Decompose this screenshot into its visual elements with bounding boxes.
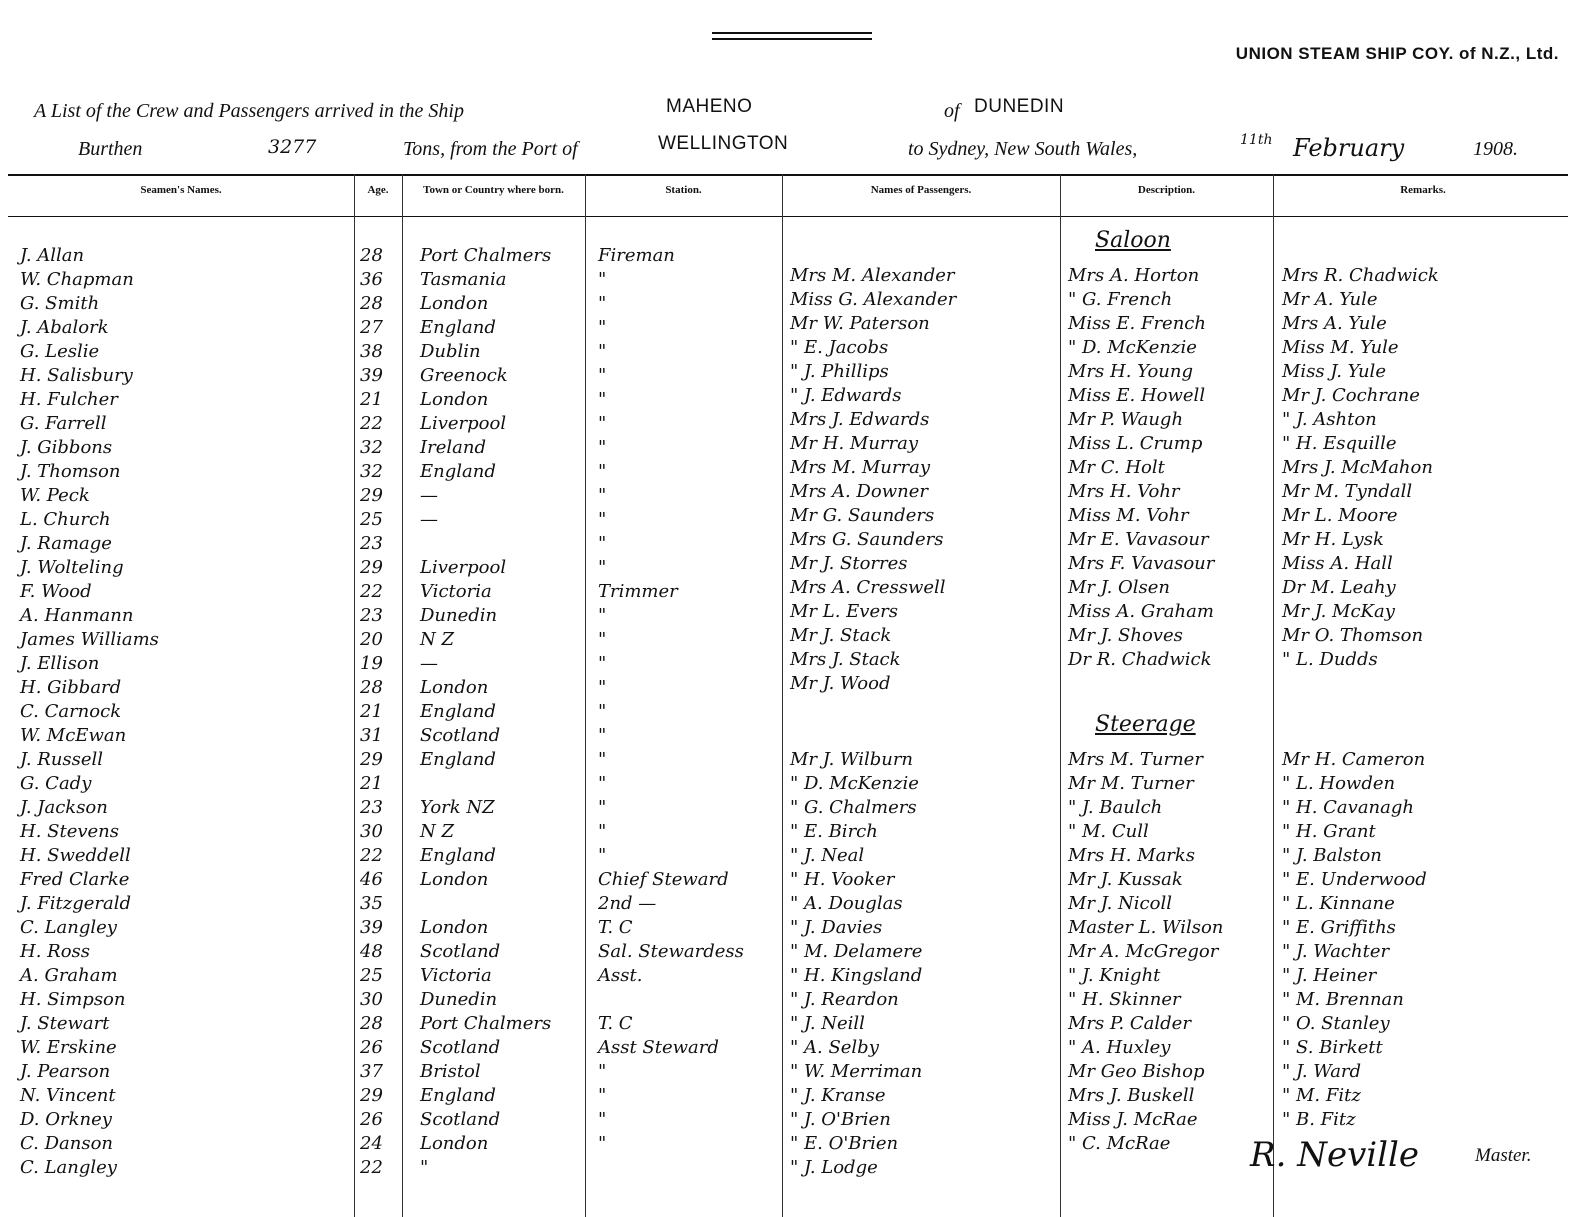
crew-birthplace: Ireland [420,437,486,458]
crew-name: J. Allan [20,245,85,266]
crew-age: 21 [360,389,383,410]
crew-name: D. Orkney [20,1109,112,1130]
top-double-rule [712,32,872,34]
passenger-name-description-col: " G. French [1068,289,1173,310]
crew-birthplace: England [420,461,496,482]
crew-age: 29 [360,1085,383,1106]
destination: to Sydney, New South Wales, [908,138,1138,160]
crew-birthplace: Scotland [420,725,501,746]
ship-name: MAHENO [666,96,753,117]
crew-birthplace: Liverpool [420,413,507,434]
crew-name: H. Sweddell [20,845,131,866]
col-header-remarks: Remarks. [1400,184,1446,196]
crew-age: 21 [360,701,383,722]
crew-name: F. Wood [20,581,92,602]
crew-name: H. Simpson [20,989,126,1010]
passenger-name-remarks-col: " J. Balston [1282,845,1382,866]
tons-label: Tons, from the Port of [403,138,578,160]
crew-age: 32 [360,461,383,482]
crew-station: Asst. [598,965,643,986]
crew-birthplace: Liverpool [420,557,507,578]
passenger-name-description-col: Mrs P. Calder [1068,1013,1191,1034]
crew-birthplace: Scotland [420,1037,501,1058]
crew-age: 28 [360,677,383,698]
crew-station: T. C [598,1013,633,1034]
day: 11th [1240,132,1273,148]
crew-age: 46 [360,869,383,890]
passenger-name: " M. Delamere [790,941,923,962]
crew-birthplace: Victoria [420,581,492,602]
passenger-name-description-col: Mrs H. Young [1068,361,1193,382]
col-header-age: Age. [367,184,389,196]
passenger-name-remarks-col: " M. Brennan [1282,989,1404,1010]
passenger-name-description-col: Miss M. Vohr [1068,505,1189,526]
crew-age: 23 [360,605,383,626]
passenger-name: Mr J. Stack [790,625,892,646]
crew-age: 22 [360,845,383,866]
crew-name: J. Pearson [20,1061,111,1082]
passenger-name-remarks-col: " B. Fitz [1282,1109,1356,1130]
crew-age: 28 [360,1013,383,1034]
passenger-name: Mrs J. Edwards [790,409,930,430]
crew-age: 29 [360,557,383,578]
passenger-name-description-col: Mrs A. Horton [1068,265,1200,286]
passenger-name: Mrs A. Cresswell [790,577,946,598]
passenger-name-remarks-col: Miss A. Hall [1282,553,1393,574]
passenger-name-description-col: Mrs M. Turner [1068,749,1203,770]
passenger-name-description-col: " J. Knight [1068,965,1161,986]
master-signature: R. Neville [1250,1135,1420,1175]
crew-age: 26 [360,1037,383,1058]
passenger-name: " G. Chalmers [790,797,917,818]
crew-birthplace: London [420,917,489,938]
passenger-name-remarks-col: " O. Stanley [1282,1013,1390,1034]
crew-birthplace: England [420,1085,496,1106]
crew-name: J. Gibbons [20,437,113,458]
crew-station: " [598,461,607,482]
crew-age: 35 [360,893,383,914]
passenger-name: Mrs A. Downer [790,481,928,502]
passenger-name-remarks-col: " L. Dudds [1282,649,1378,670]
crew-station: " [598,485,607,506]
top-double-rule-2 [712,38,872,40]
passenger-name-description-col: " J. Baulch [1068,797,1163,818]
crew-age: 24 [360,1133,383,1154]
passenger-name-description-col: Mrs J. Buskell [1068,1085,1195,1106]
passenger-name-description-col: Mr M. Turner [1068,773,1194,794]
passenger-name-description-col: Miss A. Graham [1068,601,1214,622]
crew-station: " [598,629,607,650]
passenger-name-remarks-col: " J. Heiner [1282,965,1377,986]
crew-birthplace: Greenock [420,365,508,386]
passenger-name: " W. Merriman [790,1061,923,1082]
crew-age: 19 [360,653,383,674]
crew-birthplace: " [420,1157,429,1178]
crew-name: H. Gibbard [20,677,122,698]
passenger-name: " D. McKenzie [790,773,919,794]
table-top-rule [8,174,1568,176]
passenger-name: Mr G. Saunders [790,505,935,526]
col-header-station: Station. [665,184,702,196]
passenger-name-remarks-col: Mrs A. Yule [1282,313,1387,334]
crew-age: 20 [360,629,383,650]
crew-name: L. Church [20,509,111,530]
crew-name: J. Ellison [20,653,100,674]
home-port: DUNEDIN [974,96,1065,117]
crew-name: W. McEwan [20,725,127,746]
passenger-name-remarks-col: Mr H. Cameron [1282,749,1426,770]
passenger-name-remarks-col: Mr L. Moore [1282,505,1398,526]
month: February [1293,134,1405,162]
passenger-name-description-col: " A. Huxley [1068,1037,1171,1058]
passenger-name-description-col: Mrs H. Marks [1068,845,1196,866]
crew-station: Sal. Stewardess [598,941,744,962]
from-port: WELLINGTON [658,133,789,154]
crew-station: " [598,269,607,290]
crew-name: J. Ramage [20,533,112,554]
crew-birthplace: — [420,485,438,506]
passenger-name-description-col: Mr P. Waugh [1068,409,1184,430]
passenger-name-description-col: Miss J. McRae [1068,1109,1198,1130]
col-divider-remarks [1273,174,1274,1217]
passenger-name: " A. Selby [790,1037,879,1058]
crew-birthplace: Port Chalmers [420,245,552,266]
saloon-heading: Saloon [1095,228,1171,253]
passenger-name: " J. O'Brien [790,1109,891,1130]
crew-birthplace: Dunedin [420,989,498,1010]
col-divider-age [354,174,355,1217]
passenger-name-remarks-col: " M. Fitz [1282,1085,1361,1106]
crew-station: " [598,677,607,698]
passenger-name-description-col: Dr R. Chadwick [1068,649,1212,670]
crew-name: C. Langley [20,917,117,938]
crew-station: " [598,773,607,794]
crew-name: Fred Clarke [20,869,130,890]
passenger-name: " H. Vooker [790,869,895,890]
passenger-name-description-col: " C. McRae [1068,1133,1171,1154]
col-header-seamen: Seamen's Names. [140,184,222,196]
crew-birthplace: Bristol [420,1061,481,1082]
crew-station: " [598,1061,607,1082]
passenger-name-description-col: Mr J. Olsen [1068,577,1171,598]
col-header-born: Town or Country where born. [423,184,564,196]
column-header-rule [8,216,1568,217]
passenger-name: Mr W. Paterson [790,313,930,334]
crew-birthplace: England [420,845,496,866]
burthen-label: Burthen [78,138,143,160]
passenger-name: " J. Lodge [790,1157,878,1178]
passenger-name-remarks-col: " H. Cavanagh [1282,797,1414,818]
passenger-name-description-col: Mr Geo Bishop [1068,1061,1205,1082]
header-line-2 [78,132,1568,168]
passenger-name: Mr J. Storres [790,553,908,574]
crew-name: J. Wolteling [20,557,124,578]
passenger-name: " J. Phillips [790,361,889,382]
crew-name: W. Peck [20,485,90,506]
crew-age: 30 [360,989,383,1010]
crew-name: J. Thomson [20,461,121,482]
passenger-name: Mr J. Wilburn [790,749,914,770]
crew-birthplace: England [420,749,496,770]
crew-birthplace: Scotland [420,1109,501,1130]
passenger-name: Mrs M. Murray [790,457,931,478]
crew-name: J. Fitzgerald [20,893,132,914]
col-divider-description [1060,174,1061,1217]
crew-age: 31 [360,725,383,746]
crew-station: " [598,701,607,722]
tons-value: 3277 [268,136,317,158]
header-line-1 [34,96,1574,130]
passenger-name-description-col: Mrs F. Vavasour [1068,553,1215,574]
passenger-name-description-col: Miss L. Crump [1068,433,1203,454]
crew-birthplace: England [420,701,496,722]
crew-station: " [598,389,607,410]
crew-age: 25 [360,965,383,986]
col-divider-station [585,174,586,1217]
passenger-name: " J. Neal [790,845,865,866]
passenger-name-remarks-col: " H. Grant [1282,821,1376,842]
crew-birthplace: Victoria [420,965,492,986]
passenger-name-remarks-col: " E. Underwood [1282,869,1427,890]
passenger-name: " J. Reardon [790,989,899,1010]
crew-station: " [598,533,607,554]
crew-birthplace: Scotland [420,941,501,962]
passenger-name-remarks-col: Mr M. Tyndall [1282,481,1413,502]
crew-station: " [598,797,607,818]
crew-name: W. Erskine [20,1037,117,1058]
passenger-name-remarks-col: " J. Wachter [1282,941,1390,962]
passenger-name-remarks-col: Mr J. McKay [1282,601,1395,622]
passenger-name-remarks-col: Mr H. Lysk [1282,529,1384,550]
crew-name: H. Salisbury [20,365,133,386]
crew-station: " [598,317,607,338]
passenger-name: " J. Davies [790,917,883,938]
passenger-name-description-col: Mr A. McGregor [1068,941,1219,962]
passenger-name-description-col: Mr E. Vavasour [1068,529,1209,550]
crew-station: " [598,293,607,314]
crew-birthplace: Dunedin [420,605,498,626]
passenger-name-remarks-col: Mr J. Cochrane [1282,385,1420,406]
crew-name: G. Smith [20,293,100,314]
crew-station: Trimmer [598,581,678,602]
passenger-name: " J. Neill [790,1013,865,1034]
crew-birthplace: London [420,389,489,410]
passenger-name-description-col: Miss E. Howell [1068,385,1206,406]
passenger-name-description-col: Mr J. Shoves [1068,625,1183,646]
crew-birthplace: Dublin [420,341,481,362]
crew-name: J. Jackson [20,797,108,818]
crew-station: " [598,1085,607,1106]
crew-name: C. Carnock [20,701,122,722]
crew-station: " [598,725,607,746]
crew-age: 38 [360,341,383,362]
crew-birthplace: London [420,677,489,698]
col-divider-passengers [782,174,783,1217]
crew-name: A. Hanmann [20,605,134,626]
passenger-name: Mrs G. Saunders [790,529,944,550]
crew-age: 27 [360,317,383,338]
passenger-name-remarks-col: " J. Ashton [1282,409,1377,430]
passenger-name: " J. Kranse [790,1085,886,1106]
passenger-name: " J. Edwards [790,385,902,406]
passenger-name: Mrs M. Alexander [790,265,955,286]
crew-age: 36 [360,269,383,290]
crew-age: 21 [360,773,383,794]
col-header-description: Description. [1137,184,1196,196]
passenger-name-remarks-col: " J. Ward [1282,1061,1362,1082]
passenger-name-remarks-col: Dr M. Leahy [1282,577,1396,598]
passenger-name: Mrs J. Stack [790,649,901,670]
crew-name: H. Fulcher [20,389,118,410]
crew-name: J. Abalork [20,317,109,338]
crew-station: " [598,1109,607,1130]
crew-name: H. Stevens [20,821,120,842]
crew-station: " [598,653,607,674]
crew-station: " [598,1133,607,1154]
crew-birthplace: London [420,293,489,314]
crew-birthplace: N Z [420,821,454,842]
crew-age: 39 [360,365,383,386]
crew-station: " [598,845,607,866]
crew-age: 28 [360,293,383,314]
col-header-passengers: Names of Passengers. [870,184,972,196]
passenger-name-description-col: Mr C. Holt [1068,457,1165,478]
crew-age: 48 [360,941,383,962]
crew-age: 22 [360,581,383,602]
crew-birthplace: — [420,509,438,530]
crew-station: " [598,749,607,770]
passenger-name-description-col: Master L. Wilson [1068,917,1224,938]
crew-birthplace: N Z [420,629,454,650]
passenger-name-description-col: Mrs H. Vohr [1068,481,1180,502]
passenger-name-remarks-col: Mr O. Thomson [1282,625,1424,646]
company-name: UNION STEAM SHIP COY. of N.Z., Ltd. [1235,44,1559,63]
crew-birthplace: Port Chalmers [420,1013,552,1034]
crew-station: Chief Steward [598,869,729,890]
passenger-name-remarks-col: Mrs J. McMahon [1282,457,1433,478]
crew-station: " [598,341,607,362]
crew-birthplace: London [420,1133,489,1154]
crew-name: J. Russell [20,749,104,770]
passenger-name: " E. Birch [790,821,878,842]
crew-name: W. Chapman [20,269,134,290]
passenger-name-remarks-col: " S. Birkett [1282,1037,1383,1058]
passenger-name: Miss G. Alexander [790,289,957,310]
crew-name: G. Farrell [20,413,107,434]
crew-birthplace: England [420,317,496,338]
crew-birthplace: London [420,869,489,890]
passenger-name-remarks-col: " L. Howden [1282,773,1396,794]
crew-birthplace: — [420,653,438,674]
passenger-name: Mr L. Evers [790,601,898,622]
passenger-name: " H. Kingsland [790,965,923,986]
crew-station: " [598,437,607,458]
passenger-name: Mr H. Murray [790,433,919,454]
of-label: of [944,100,960,122]
crew-age: 32 [360,437,383,458]
passenger-name-description-col: Mr J. Kussak [1068,869,1183,890]
passenger-name-remarks-col: Mrs R. Chadwick [1282,265,1439,286]
master-label: Master. [1475,1145,1532,1166]
passenger-name-remarks-col: Mr A. Yule [1282,289,1378,310]
crew-station: T. C [598,917,633,938]
crew-age: 25 [360,509,383,530]
crew-name: C. Danson [20,1133,113,1154]
passenger-name-remarks-col: " L. Kinnane [1282,893,1395,914]
crew-birthplace: York NZ [420,797,495,818]
passenger-name-description-col: " D. McKenzie [1068,337,1197,358]
passenger-name-description-col: Mr J. Nicoll [1068,893,1172,914]
crew-name: James Williams [20,629,159,650]
passenger-name: Mr J. Wood [790,673,891,694]
crew-age: 22 [360,1157,383,1178]
crew-age: 39 [360,917,383,938]
crew-name: H. Ross [20,941,91,962]
passenger-name-remarks-col: " E. Griffiths [1282,917,1396,938]
steerage-heading: Steerage [1095,712,1196,737]
crew-name: J. Stewart [20,1013,110,1034]
crew-name: A. Graham [20,965,118,986]
crew-station: " [598,413,607,434]
list-title: A List of the Crew and Passengers arrived in the Ship [34,100,464,122]
crew-age: 22 [360,413,383,434]
crew-age: 26 [360,1109,383,1130]
crew-age: 30 [360,821,383,842]
passenger-name: " E. Jacobs [790,337,889,358]
crew-name: N. Vincent [20,1085,116,1106]
crew-name: G. Cady [20,773,92,794]
crew-age: 29 [360,749,383,770]
crew-birthplace: Tasmania [420,269,507,290]
passenger-name-description-col: " H. Skinner [1068,989,1181,1010]
passenger-name: " E. O'Brien [790,1133,899,1154]
crew-station: " [598,605,607,626]
passenger-name-remarks-col: " H. Esquille [1282,433,1397,454]
crew-age: 29 [360,485,383,506]
crew-station: " [598,365,607,386]
crew-age: 37 [360,1061,383,1082]
passenger-name-remarks-col: Miss J. Yule [1282,361,1386,382]
crew-station: " [598,821,607,842]
passenger-name-description-col: Miss E. French [1068,313,1206,334]
crew-name: C. Langley [20,1157,117,1178]
crew-station: 2nd — [598,893,657,914]
crew-name: G. Leslie [20,341,100,362]
crew-station: Asst Steward [598,1037,719,1058]
year: 1908. [1473,138,1518,160]
crew-age: 23 [360,797,383,818]
col-divider-born [402,174,403,1217]
passenger-name-description-col: " M. Cull [1068,821,1149,842]
crew-station: Fireman [598,245,675,266]
crew-station: " [598,509,607,530]
passenger-name: " A. Douglas [790,893,903,914]
crew-age: 23 [360,533,383,554]
passenger-name-remarks-col: Miss M. Yule [1282,337,1399,358]
crew-station: " [598,557,607,578]
crew-age: 28 [360,245,383,266]
